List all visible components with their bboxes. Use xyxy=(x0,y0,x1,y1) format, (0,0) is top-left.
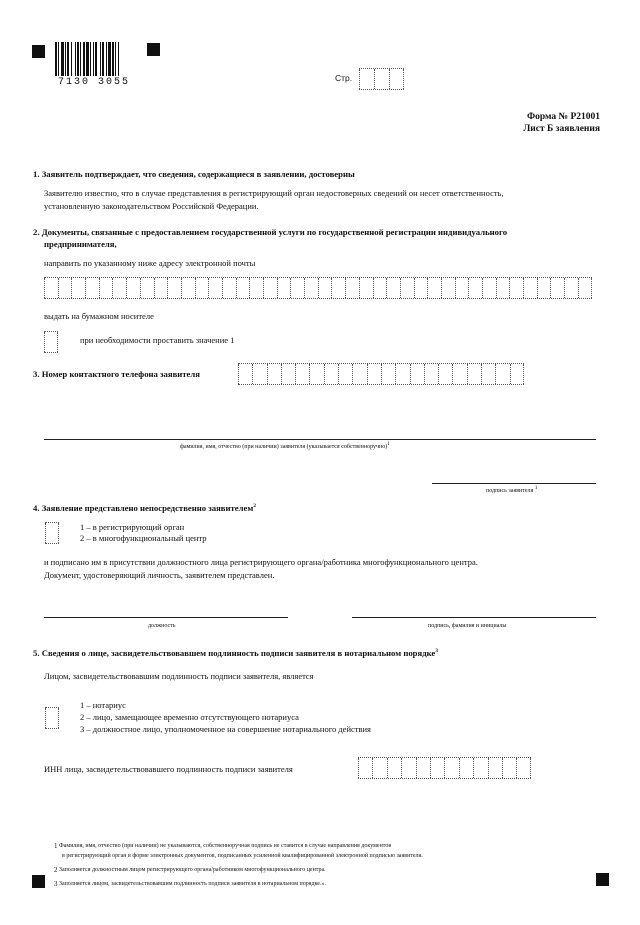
input-cell[interactable] xyxy=(389,69,404,89)
official-signature-caption: подпись, фамилия и инициалы xyxy=(428,623,507,629)
input-cell[interactable] xyxy=(44,332,58,352)
input-cell[interactable] xyxy=(459,758,473,778)
section5-option-cell[interactable] xyxy=(45,707,59,729)
email-input-cells[interactable] xyxy=(44,277,592,299)
applicant-name-line[interactable] xyxy=(44,439,596,440)
input-cell[interactable] xyxy=(452,364,466,384)
input-cell[interactable] xyxy=(358,758,372,778)
input-cell[interactable] xyxy=(45,708,59,728)
input-cell[interactable] xyxy=(249,278,263,298)
input-cell[interactable] xyxy=(372,758,386,778)
input-cell[interactable] xyxy=(578,278,592,298)
section4-text-line2: Документ, удостоверяющий личность, заявителем представлен. xyxy=(44,570,275,580)
input-cell[interactable] xyxy=(58,278,72,298)
paper-checkbox-cell[interactable] xyxy=(44,331,58,353)
sheet-title: Лист Б заявления xyxy=(523,124,600,134)
corner-marker-top-left xyxy=(32,45,45,58)
corner-marker-bottom-right xyxy=(596,873,609,886)
input-cell[interactable] xyxy=(550,278,564,298)
input-cell[interactable] xyxy=(222,278,236,298)
input-cell[interactable] xyxy=(386,278,400,298)
input-cell[interactable] xyxy=(290,278,304,298)
input-cell[interactable] xyxy=(414,278,428,298)
inn-input-cells[interactable] xyxy=(358,757,531,779)
input-cell[interactable] xyxy=(467,364,481,384)
input-cell[interactable] xyxy=(359,69,374,89)
input-cell[interactable] xyxy=(516,758,530,778)
applicant-name-caption: фамилия, имя, отчество (при наличии) заявителя (указывается собственноручно)$^1$ xyxy=(180,441,390,450)
position-caption: должность xyxy=(148,623,176,629)
corner-marker-top-right xyxy=(147,43,160,56)
section4-text-line1: и подписано им в присутствии должностного лица регистрирующего органа/работника многофункционального центра. xyxy=(44,557,478,567)
input-cell[interactable] xyxy=(252,364,266,384)
email-label: направить по указанному ниже адресу электронной почты xyxy=(44,258,256,268)
input-cell[interactable] xyxy=(167,278,181,298)
input-cell[interactable] xyxy=(381,364,395,384)
page-label: Стр. xyxy=(335,73,353,83)
input-cell[interactable] xyxy=(523,278,537,298)
input-cell[interactable] xyxy=(304,278,318,298)
input-cell[interactable] xyxy=(374,69,389,89)
section1-text-line1: Заявителю известно, что в случае представления в регистрирующий орган недостоверных сведений он несет ответственность, xyxy=(44,188,504,198)
applicant-signature-caption: подпись заявителя $^1$ xyxy=(486,485,538,494)
input-cell[interactable] xyxy=(309,364,323,384)
input-cell[interactable] xyxy=(267,364,281,384)
input-cell[interactable] xyxy=(126,278,140,298)
input-cell[interactable] xyxy=(495,364,509,384)
input-cell[interactable] xyxy=(496,278,510,298)
input-cell[interactable] xyxy=(140,278,154,298)
input-cell[interactable] xyxy=(181,278,195,298)
official-signature-line[interactable] xyxy=(352,617,596,618)
phone-input-cells[interactable] xyxy=(238,363,524,385)
input-cell[interactable] xyxy=(441,278,455,298)
section5-option2: 2 – лицо, замещающее временно отсутствующего нотариуса xyxy=(80,712,299,722)
input-cell[interactable] xyxy=(468,278,482,298)
input-cell[interactable] xyxy=(430,758,444,778)
input-cell[interactable] xyxy=(281,364,295,384)
input-cell[interactable] xyxy=(238,364,252,384)
input-cell[interactable] xyxy=(424,364,438,384)
section3-heading: 3. Номер контактного телефона заявителя xyxy=(33,369,200,379)
input-cell[interactable] xyxy=(482,278,496,298)
input-cell[interactable] xyxy=(71,278,85,298)
section1-text-line2: установленную законодательством Российской Федерации. xyxy=(44,201,259,211)
input-cell[interactable] xyxy=(395,364,409,384)
input-cell[interactable] xyxy=(373,278,387,298)
input-cell[interactable] xyxy=(195,278,209,298)
section5-intro: Лицом, засвидетельствовавшим подлинность подписи заявителя, является xyxy=(44,671,314,681)
input-cell[interactable] xyxy=(99,278,113,298)
input-cell[interactable] xyxy=(236,278,250,298)
input-cell[interactable] xyxy=(352,364,366,384)
section4-option1: 1 – в регистрирующий орган xyxy=(80,522,185,532)
input-cell[interactable] xyxy=(324,364,338,384)
section4-option2: 2 – в многофункциональный центр xyxy=(80,533,207,543)
input-cell[interactable] xyxy=(154,278,168,298)
form-title: Форма № Р21001 xyxy=(526,112,600,122)
section2-heading-line2: предпринимателя, xyxy=(44,239,117,249)
input-cell[interactable] xyxy=(509,278,523,298)
section4-heading: 4. Заявление представлено непосредственно заявителем$^2$ xyxy=(33,503,257,513)
barcode-bar xyxy=(119,42,121,76)
input-cell[interactable] xyxy=(410,364,424,384)
input-cell[interactable] xyxy=(401,758,415,778)
input-cell[interactable] xyxy=(85,278,99,298)
input-cell[interactable] xyxy=(473,758,487,778)
input-cell[interactable] xyxy=(481,364,495,384)
input-cell[interactable] xyxy=(488,758,502,778)
input-cell[interactable] xyxy=(45,523,59,543)
input-cell[interactable] xyxy=(359,278,373,298)
input-cell[interactable] xyxy=(400,278,414,298)
input-cell[interactable] xyxy=(295,364,309,384)
section4-option-cell[interactable] xyxy=(45,522,59,544)
applicant-signature-line[interactable] xyxy=(432,483,596,484)
input-cell[interactable] xyxy=(416,758,430,778)
input-cell[interactable] xyxy=(502,758,516,778)
paper-hint: при необходимости проставить значение 1 xyxy=(80,335,235,345)
input-cell[interactable] xyxy=(444,758,458,778)
section2-heading-line1: 2. Документы, связанные с предоставлением государственной услуги по государственной регистрации индивидуального xyxy=(33,227,508,237)
input-cell[interactable] xyxy=(331,278,345,298)
input-cell[interactable] xyxy=(208,278,222,298)
input-cell[interactable] xyxy=(338,364,352,384)
corner-marker-bottom-left xyxy=(32,875,45,888)
page-number-cells[interactable] xyxy=(359,68,404,90)
input-cell[interactable] xyxy=(427,278,441,298)
footnote-1-line1: 1 Фамилия, имя, отчество (при наличии) не указываются, собственноручная подпись не ставится в случае направления документов xyxy=(54,842,392,850)
footnote-1-line2: в регистрирующий орган в форме электронных документов, подписанных усиленной квалифицированной электронной подписью заявителя. xyxy=(62,853,423,859)
input-cell[interactable] xyxy=(318,278,332,298)
input-cell[interactable] xyxy=(537,278,551,298)
input-cell[interactable] xyxy=(277,278,291,298)
footnote-3: 3 Заполняется лицом, засвидетельствовавшим подлинность подписи заявителя в нотариальном порядке.». xyxy=(54,880,326,888)
section5-option3: 3 – должностное лицо, уполномоченное на совершение нотариального действия xyxy=(80,724,371,734)
input-cell[interactable] xyxy=(387,758,401,778)
inn-label: ИНН лица, засвидетельствовавшего подлинность подписи заявителя xyxy=(44,764,293,774)
input-cell[interactable] xyxy=(367,364,381,384)
paper-label: выдать на бумажном носителе xyxy=(44,311,154,321)
input-cell[interactable] xyxy=(345,278,359,298)
section5-heading: 5. Сведения о лице, засвидетельствовавшем подлинность подписи заявителя в нотариальном порядке$^3$ xyxy=(33,648,438,658)
input-cell[interactable] xyxy=(44,278,58,298)
input-cell[interactable] xyxy=(263,278,277,298)
section5-option1: 1 – нотариус xyxy=(80,700,126,710)
input-cell[interactable] xyxy=(455,278,469,298)
input-cell[interactable] xyxy=(438,364,452,384)
position-line[interactable] xyxy=(44,617,288,618)
footnote-2: 2 Заполняется должностным лицом регистрирующего органа/работником многофункционального центра. xyxy=(54,866,326,874)
barcode xyxy=(55,42,135,76)
barcode-number: 7130 3055 xyxy=(58,77,131,88)
input-cell[interactable] xyxy=(564,278,578,298)
input-cell[interactable] xyxy=(510,364,524,384)
input-cell[interactable] xyxy=(112,278,126,298)
section1-heading: 1. Заявитель подтверждает, что сведения, содержащиеся в заявлении, достоверны xyxy=(33,169,355,179)
